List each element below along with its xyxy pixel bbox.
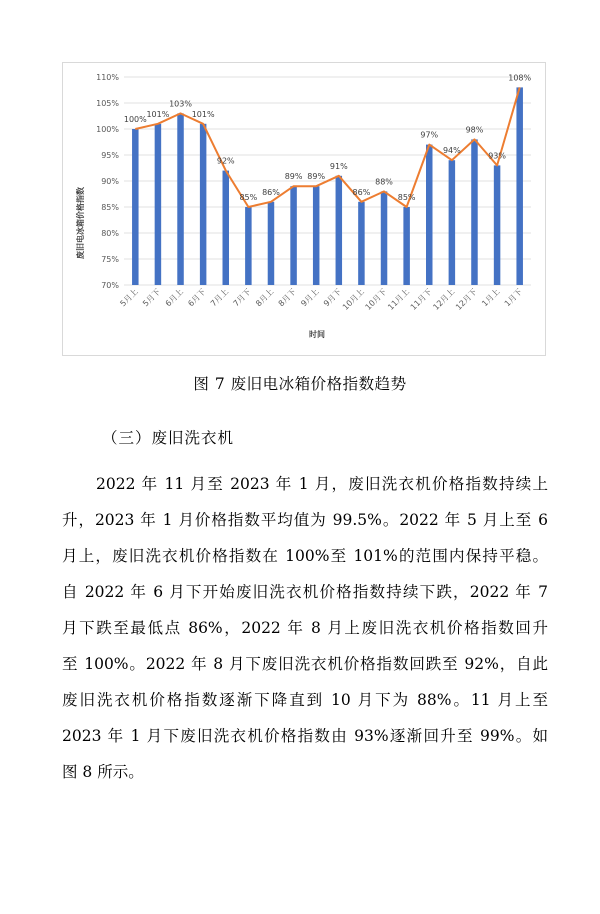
data-label: 89% xyxy=(284,172,303,182)
bar xyxy=(290,186,297,285)
x-tick-label: 9月上 xyxy=(299,287,321,309)
x-tick-label: 11月下 xyxy=(408,287,434,312)
x-axis-title: 时间 xyxy=(309,330,325,339)
x-tick-label: 1月下 xyxy=(502,287,525,309)
y-tick-label: 75% xyxy=(101,255,119,264)
data-label: 97% xyxy=(420,130,439,140)
y-tick-label: 85% xyxy=(101,203,119,212)
y-tick-label: 70% xyxy=(101,281,119,290)
data-label: 100% xyxy=(123,115,147,124)
trend-line xyxy=(135,87,519,207)
data-label: 85% xyxy=(239,193,258,202)
x-tick-label: 12月下 xyxy=(454,287,479,312)
bar xyxy=(471,139,478,285)
data-label: 92% xyxy=(216,156,235,166)
x-tick-label: 11月上 xyxy=(386,287,412,312)
paragraph-line: 月上，废旧洗衣机价格指数在 100%至 101%的范围内保持平稳。 xyxy=(62,547,548,565)
bar xyxy=(223,171,230,285)
data-label: 94% xyxy=(442,146,461,156)
y-tick-label: 90% xyxy=(101,177,119,186)
x-tick-label: 6月上 xyxy=(163,287,185,309)
bar xyxy=(494,165,501,285)
data-label: 85% xyxy=(397,193,416,202)
bar xyxy=(516,87,523,285)
x-tick-label: 5月上 xyxy=(118,287,140,309)
x-tick-label: 8月下 xyxy=(276,287,298,309)
data-label: 98% xyxy=(465,125,484,135)
chart-container xyxy=(62,62,546,356)
paragraph-line: 至 100%。2022 年 8 月下废旧洗衣机价格指数回跌至 92%，自此 xyxy=(62,655,548,673)
bar xyxy=(381,191,388,285)
bar xyxy=(449,160,456,285)
bar xyxy=(177,113,184,285)
bar xyxy=(200,124,207,285)
paragraph-line: 2022 年 11 月至 2023 年 1 月，废旧洗衣机价格指数持续上 xyxy=(96,475,548,493)
paragraph-line: 2023 年 1 月下废旧洗衣机价格指数由 93%逐渐回升至 99%。如 xyxy=(62,727,548,745)
x-tick-label: 10月下 xyxy=(363,287,389,312)
x-tick-label: 1月上 xyxy=(480,287,502,309)
bar xyxy=(245,207,252,285)
data-label: 88% xyxy=(375,177,393,187)
paragraph-line: 废旧洗衣机价格指数逐渐下降直到 10 月下为 88%。11 月上至 xyxy=(62,691,548,709)
y-tick-label: 100% xyxy=(96,125,119,134)
bar xyxy=(426,145,433,285)
data-label: 91% xyxy=(329,161,348,171)
bar xyxy=(132,129,139,285)
section-heading: （三）废旧洗衣机 xyxy=(102,429,235,447)
data-label: 86% xyxy=(262,187,280,197)
x-tick-label: 6月下 xyxy=(186,287,208,309)
paragraph-line: 图 8 所示。 xyxy=(62,763,144,781)
x-tick-label: 12月上 xyxy=(431,287,457,312)
data-label: 89% xyxy=(307,172,326,182)
y-tick-label: 80% xyxy=(101,229,119,238)
x-tick-label: 7月上 xyxy=(208,287,231,309)
data-label: 103% xyxy=(169,99,192,109)
data-label: 101% xyxy=(146,109,170,119)
paragraph-line: 自 2022 年 6 月下开始废旧洗衣机价格指数持续下跌，2022 年 7 xyxy=(62,583,548,601)
figure-caption: 图 7 废旧电冰箱价格指数趋势 xyxy=(193,375,407,393)
data-label: 93% xyxy=(488,151,506,161)
y-tick-label: 105% xyxy=(96,99,119,108)
data-label: 86% xyxy=(352,187,371,197)
paragraph-line: 月下跌至最低点 86%，2022 年 8 月上废旧洗衣机价格指数回升 xyxy=(62,619,548,637)
y-axis-title: 废旧电冰箱价格指数 xyxy=(76,187,85,259)
x-tick-label: 7月下 xyxy=(231,287,253,309)
bar xyxy=(268,202,275,285)
x-tick-label: 10月上 xyxy=(340,287,366,312)
x-tick-label: 5月下 xyxy=(141,287,163,309)
x-tick-label: 8月上 xyxy=(254,287,276,309)
bar xyxy=(155,124,162,285)
y-tick-label: 95% xyxy=(101,151,119,160)
bar xyxy=(336,176,343,285)
y-tick-label: 110% xyxy=(96,73,119,82)
data-label: 108% xyxy=(508,73,532,83)
price-index-chart xyxy=(63,63,545,355)
x-tick-label: 9月下 xyxy=(321,287,344,309)
bar xyxy=(313,186,320,285)
bar xyxy=(358,202,365,285)
bar xyxy=(403,207,410,285)
paragraph-line: 升，2023 年 1 月价格指数平均值为 99.5%。2022 年 5 月上至 6 xyxy=(62,511,548,529)
data-label: 101% xyxy=(191,109,215,119)
